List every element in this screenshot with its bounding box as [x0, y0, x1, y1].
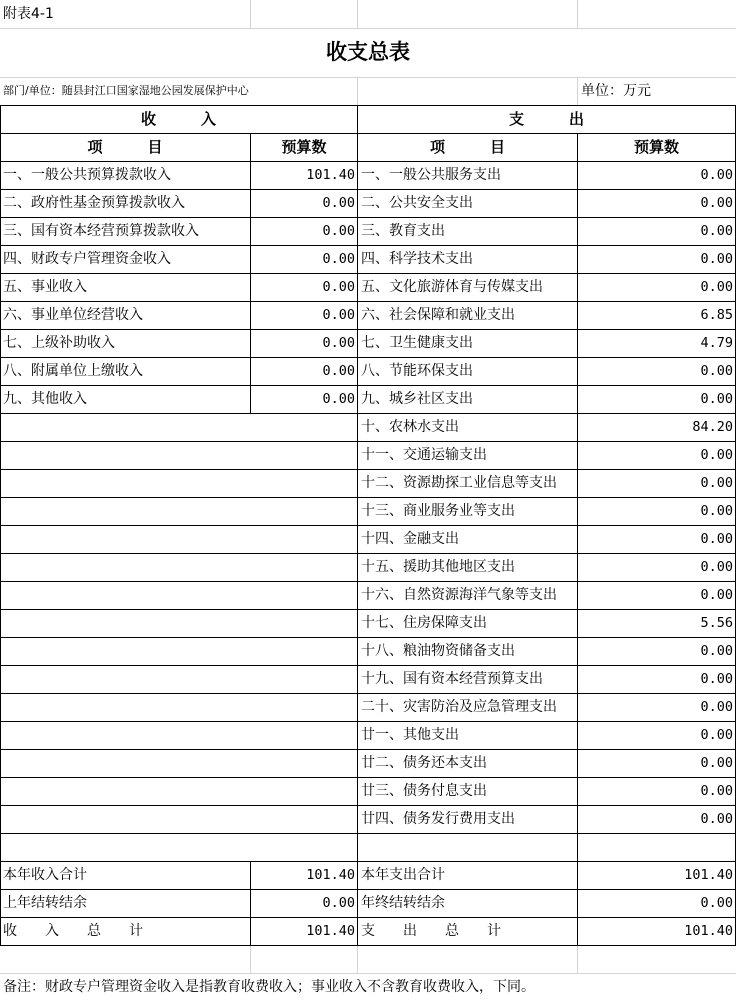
- expense-item-label: 六、社会保障和就业支出: [361, 307, 515, 323]
- expense-item-label: 十三、商业服务业等支出: [361, 503, 515, 519]
- income-item-value: 0.00: [322, 335, 355, 351]
- expense-item-value: 0.00: [700, 699, 733, 715]
- expense-item-label: 四、科学技术支出: [361, 251, 473, 267]
- expense-item-value: 0.00: [700, 167, 733, 183]
- income-item-value: 0.00: [322, 223, 355, 239]
- income-item-label: 四、财政专户管理资金收入: [3, 251, 171, 267]
- expense-item-label: 一、一般公共服务支出: [361, 167, 501, 183]
- expense-item-value: 0.00: [700, 671, 733, 687]
- expense-item-label: 二、公共安全支出: [361, 195, 473, 211]
- department-label: 部门/单位：随县封江口国家湿地公园发展保护中心: [3, 84, 249, 97]
- expense-item-label: 廿二、债务还本支出: [361, 755, 487, 771]
- row-line: [0, 833, 736, 834]
- expense-item-label: 十八、粮油物资储备支出: [361, 643, 515, 659]
- income-item-value: 101.40: [306, 167, 355, 183]
- expense-item-value: 0.00: [700, 811, 733, 827]
- income-header: 收 入: [140, 110, 216, 128]
- income-grand-total-value: 101.40: [306, 923, 355, 939]
- unit-label: 单位：万元: [581, 83, 651, 99]
- income-item-label: 三、国有资本经营预算拨款收入: [3, 223, 199, 239]
- attachment-label: 附表4-1: [3, 6, 54, 22]
- expense-item-label: 十四、金融支出: [361, 531, 459, 547]
- carryover-out-label: 年终结转结余: [361, 895, 445, 911]
- expense-budget-header: 预算数: [633, 138, 679, 156]
- expense-item-value: 0.00: [700, 643, 733, 659]
- income-item-label: 九、其他收入: [3, 391, 87, 407]
- expense-item-value: 0.00: [700, 783, 733, 799]
- expense-item-label: 廿四、债务发行费用支出: [361, 811, 515, 827]
- expense-item-label: 十六、自然资源海洋气象等支出: [361, 587, 557, 603]
- expense-item-value: 0.00: [700, 531, 733, 547]
- gridline: [250, 945, 251, 973]
- row-line: [0, 945, 736, 946]
- gridline: [250, 0, 251, 28]
- page-title: 收支总表: [326, 40, 410, 64]
- expense-item-label: 五、文化旅游体育与传媒支出: [361, 279, 543, 295]
- income-grand-total-label: 收 入 总 计: [3, 923, 143, 939]
- expense-item-value: 0.00: [700, 559, 733, 575]
- income-item-header: 项 目: [87, 138, 163, 156]
- income-item-value: 0.00: [322, 391, 355, 407]
- income-budget-header: 预算数: [281, 138, 327, 156]
- expense-year-total-label: 本年支出合计: [361, 867, 445, 883]
- gridline: [577, 945, 578, 973]
- income-item-value: 0.00: [322, 279, 355, 295]
- carryover-in-label: 上年结转结余: [3, 895, 87, 911]
- expense-item-value: 0.00: [700, 279, 733, 295]
- expense-item-value: 0.00: [700, 755, 733, 771]
- expense-item-value: 0.00: [700, 727, 733, 743]
- expense-item-label: 十九、国有资本经营预算支出: [361, 671, 543, 687]
- footnote: 备注：财政专户管理资金收入是指教育收费收入；事业收入不含教育收费收入，下同。: [3, 979, 535, 995]
- expense-item-value: 0.00: [700, 475, 733, 491]
- expense-header: 支 出: [508, 110, 584, 128]
- expense-grand-total-value: 101.40: [684, 923, 733, 939]
- gridline: [357, 77, 358, 105]
- income-item-value: 0.00: [322, 251, 355, 267]
- expense-item-label: 廿三、债务付息支出: [361, 783, 487, 799]
- expense-grand-total-label: 支 出 总 计: [361, 923, 501, 939]
- gridline: [357, 945, 358, 973]
- income-item-value: 0.00: [322, 363, 355, 379]
- expense-item-value: 0.00: [700, 587, 733, 603]
- expense-item-value: 0.00: [700, 391, 733, 407]
- expense-item-label: 十、农林水支出: [361, 419, 459, 435]
- expense-item-label: 九、城乡社区支出: [361, 391, 473, 407]
- income-item-label: 一、一般公共预算拨款收入: [3, 167, 171, 183]
- expense-item-label: 廿一、其他支出: [361, 727, 459, 743]
- expense-year-total-value: 101.40: [684, 867, 733, 883]
- gridline: [577, 0, 578, 28]
- expense-item-label: 十五、援助其他地区支出: [361, 559, 515, 575]
- income-year-total-value: 101.40: [306, 867, 355, 883]
- expense-item-value: 6.85: [700, 307, 733, 323]
- income-item-value: 0.00: [322, 307, 355, 323]
- income-item-label: 六、事业单位经营收入: [3, 307, 143, 323]
- expense-item-value: 0.00: [700, 195, 733, 211]
- expense-item-label: 八、节能环保支出: [361, 363, 473, 379]
- expense-item-value: 4.79: [700, 335, 733, 351]
- income-year-total-label: 本年收入合计: [3, 867, 87, 883]
- expense-item-label: 十一、交通运输支出: [361, 447, 487, 463]
- income-item-label: 八、附属单位上缴收入: [3, 363, 143, 379]
- expense-item-value: 0.00: [700, 223, 733, 239]
- carryover-out-value: 0.00: [700, 895, 733, 911]
- income-item-label: 七、上级补助收入: [3, 335, 115, 351]
- expense-item-value: 0.00: [700, 503, 733, 519]
- expense-item-value: 0.00: [700, 251, 733, 267]
- expense-item-value: 84.20: [692, 419, 733, 435]
- expense-item-value: 5.56: [700, 615, 733, 631]
- expense-item-label: 二十、灾害防治及应急管理支出: [361, 699, 557, 715]
- gridline: [357, 0, 358, 28]
- expense-item-header: 项 目: [429, 138, 505, 156]
- expense-item-label: 十二、资源勘探工业信息等支出: [361, 475, 557, 491]
- carryover-in-value: 0.00: [322, 895, 355, 911]
- expense-item-label: 七、卫生健康支出: [361, 335, 473, 351]
- expense-item-value: 0.00: [700, 363, 733, 379]
- expense-item-label: 十七、住房保障支出: [361, 615, 487, 631]
- expense-item-label: 三、教育支出: [361, 223, 445, 239]
- expense-item-value: 0.00: [700, 447, 733, 463]
- income-item-label: 五、事业收入: [3, 279, 87, 295]
- income-item-value: 0.00: [322, 195, 355, 211]
- income-item-label: 二、政府性基金预算拨款收入: [3, 195, 185, 211]
